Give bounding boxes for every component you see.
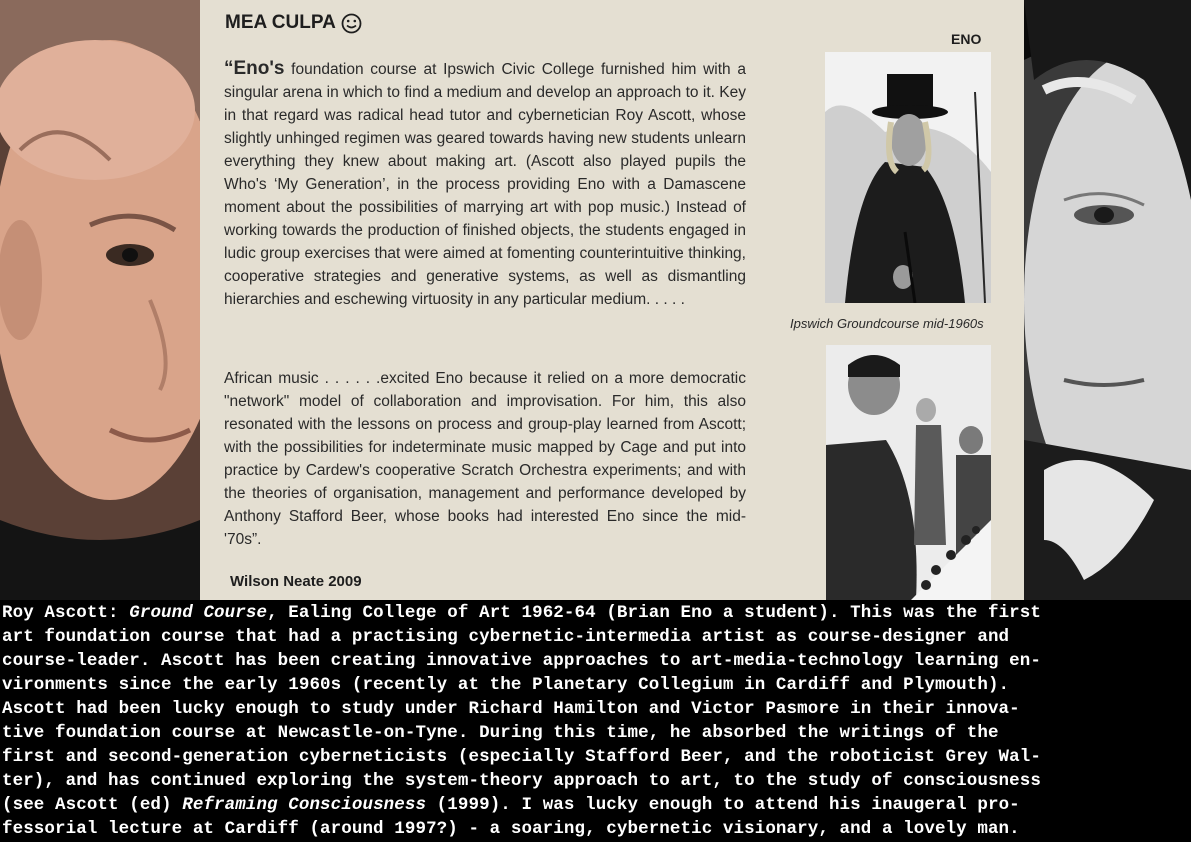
caption-band <box>0 600 1191 842</box>
caption-line-3: course-leader. Ascott has been creating innovative approaches to art-media-technology learning en- <box>2 651 1041 671</box>
eno-label: ENO <box>951 31 982 47</box>
roy-ascott-portrait <box>0 0 200 600</box>
eno-top-hat-photo <box>825 52 991 303</box>
caption-line-5: Ascott had been lucky enough to study under Richard Hamilton and Victor Pasmore in their innova- <box>2 699 1020 719</box>
groundcourse-class-photo <box>826 345 991 600</box>
caption-line-8: ter), and has continued exploring the system-theory approach to art, to the study of consciousness <box>2 771 1041 791</box>
caption-line-1b: , Ealing College of Art 1962-64 (Brian Eno a student). This was the first <box>267 603 1041 623</box>
caption-line-1 <box>2 601 1191 625</box>
article-panel <box>200 0 1024 600</box>
caption-line-1a: Roy Ascott: <box>2 603 130 623</box>
quote-paragraph-2: African music . . . . . .excited Eno because it relied on a more democratic "network" model of collaboration and improvisation. For him, this also resonated with the lessons on process and group-play learned from Ascott; with the possibilities for indeterminate music mapped by Cage and put into practice by Cardew's cooperative Scratch Orchestra experiments; and with the theories of organisation, management and performance developed by Anthony Stafford Beer, whose books had interested Eno since the mid-'70s”. <box>224 370 746 548</box>
caption-ground-course-title: Ground Course <box>129 603 268 623</box>
panel-title <box>225 12 362 34</box>
smiley-face-icon <box>341 13 362 34</box>
quote-attribution: Wilson Neate 2009 <box>230 573 362 590</box>
caption-line-9a: (see Ascott (ed) <box>2 795 183 815</box>
caption-reframing-title: Reframing Consciousness <box>182 795 427 815</box>
caption-line-7: first and second-generation cyberneticists (especially Stafford Beer, and the roboticist Grey Wal- <box>2 747 1041 767</box>
quote-body: foundation course at Ipswich Civic College furnished him with a singular arena in which to find a medium and develop an approach to it. Key in that regard was radical head tutor and cybernetician Roy Ascott, whose slightly unhinged regimen was geared towards having new students unlearn everything they knew about making art. (Ascott also played pupils the Who's ‘My Generation’, in the process providing Eno with a Damascene moment about the possibilities of marrying art with pop music.) Instead of working towards the production of finished objects, the students engaged in ludic group exercises that were aimed at fomenting counterintuitive thinking, cooperative strategies and generative systems, as well as dismantling hierarchies and eschewing virtuosity in any particular medium. . . . . <box>224 61 746 308</box>
caption-line-6: tive foundation course at Newcastle-on-Tyne. During this time, he absorbed the writings of the <box>2 723 999 743</box>
caption-line-4: vironments since the early 1960s (recently at the Planetary Collegium in Cardiff and Plymouth). <box>2 675 1010 695</box>
brian-eno-portrait <box>1024 0 1191 600</box>
panel-title-text: MEA CULPA <box>225 12 336 33</box>
caption-line-9b: (1999). I was lucky enough to attend his inaugeral pro- <box>426 795 1020 815</box>
caption-line-9 <box>2 793 1191 817</box>
quote-paragraph-1 <box>224 57 746 311</box>
caption-line-2: art foundation course that had a practising cybernetic-intermedia artist as course-designer and <box>2 627 1010 647</box>
photo-caption: Ipswich Groundcourse mid-1960s <box>790 316 984 331</box>
quote-lead: “Eno's <box>224 58 285 79</box>
caption-line-10: fessorial lecture at Cardiff (around 1997?) - a soaring, cybernetic visionary, and a lovely man. <box>2 819 1020 839</box>
